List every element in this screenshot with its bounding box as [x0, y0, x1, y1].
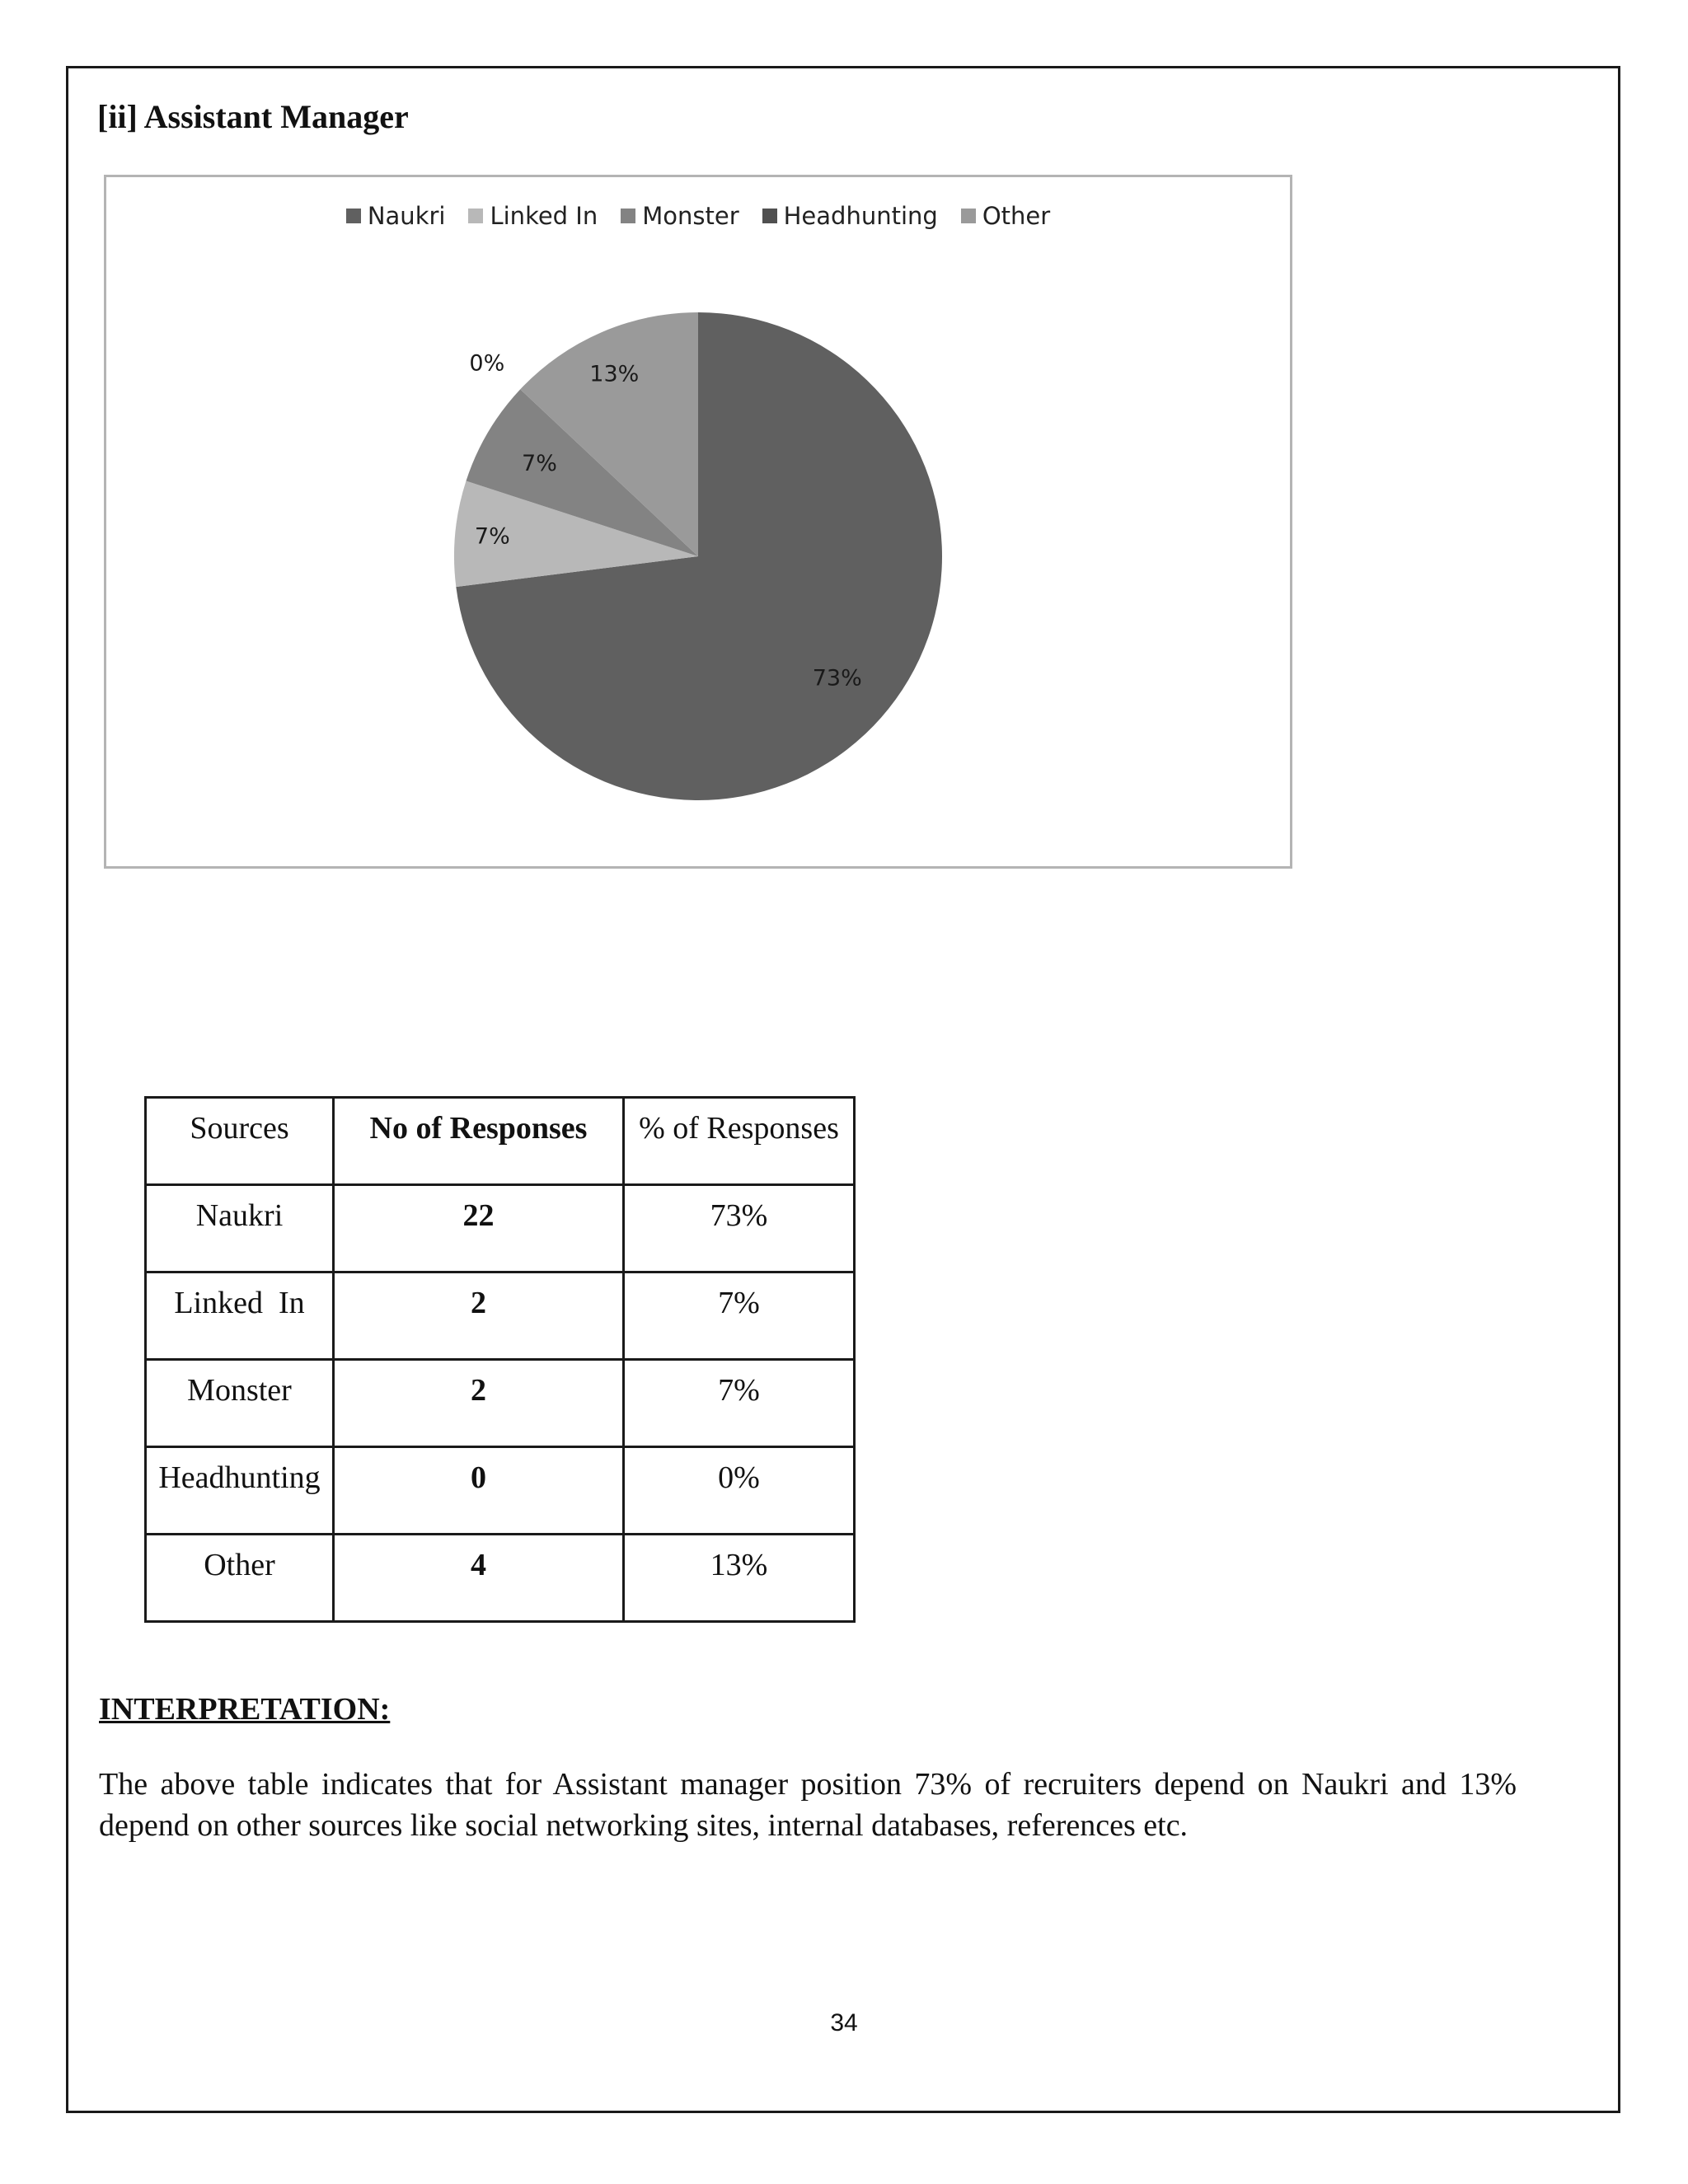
slice-label-linked-in: 7%	[474, 523, 510, 550]
section-title: [ii] Assistant Manager	[97, 98, 409, 135]
header-sources: Sources	[146, 1098, 334, 1185]
table-row	[146, 1272, 855, 1360]
cell-count: 22	[334, 1185, 624, 1272]
cell-count: 4	[334, 1535, 624, 1622]
cell-source: Other	[146, 1535, 334, 1622]
cell-percent: 7%	[624, 1360, 855, 1447]
responses-table	[144, 1096, 856, 1623]
interpretation-text: The above table indicates that for Assistant manager position 73% of recruiters depend on Naukri and 13% depend on other sources like social networking sites, internal databases, references etc.	[99, 1767, 1517, 1843]
cell-source: Naukri	[146, 1185, 334, 1272]
legend-label-headhunting: Headhunting	[783, 202, 938, 230]
header-pct-of-responses: % of Responses	[624, 1098, 855, 1185]
page-number: 34	[830, 2009, 858, 2036]
cell-source: Headhunting	[146, 1447, 334, 1535]
interpretation-heading: INTERPRETATION:	[99, 1692, 391, 1727]
table-header-row	[146, 1098, 855, 1185]
cell-source: Linked In	[146, 1272, 334, 1360]
legend-label-naukri: Naukri	[367, 202, 446, 230]
slice-label-headhunting: 0%	[469, 350, 505, 377]
slice-label-monster: 7%	[522, 450, 557, 476]
legend-label-monster: Monster	[642, 202, 739, 230]
cell-source: Monster	[146, 1360, 334, 1447]
pie-chart	[104, 175, 1292, 869]
cell-count: 0	[334, 1447, 624, 1535]
legend-label-linkedin: Linked In	[490, 202, 598, 230]
slice-label-naukri: 73%	[812, 665, 862, 691]
slice-label-other: 13%	[589, 361, 640, 387]
pie-svg	[106, 177, 1290, 866]
table-row	[146, 1185, 855, 1272]
cell-percent: 13%	[624, 1535, 855, 1622]
cell-count: 2	[334, 1360, 624, 1447]
table-row	[146, 1360, 855, 1447]
cell-percent: 7%	[624, 1272, 855, 1360]
legend-label-other: Other	[982, 202, 1051, 230]
cell-count: 2	[334, 1272, 624, 1360]
table-row	[146, 1535, 855, 1622]
cell-percent: 73%	[624, 1185, 855, 1272]
table-row	[146, 1447, 855, 1535]
cell-percent: 0%	[624, 1447, 855, 1535]
header-no-of-responses: No of Responses	[334, 1098, 624, 1185]
